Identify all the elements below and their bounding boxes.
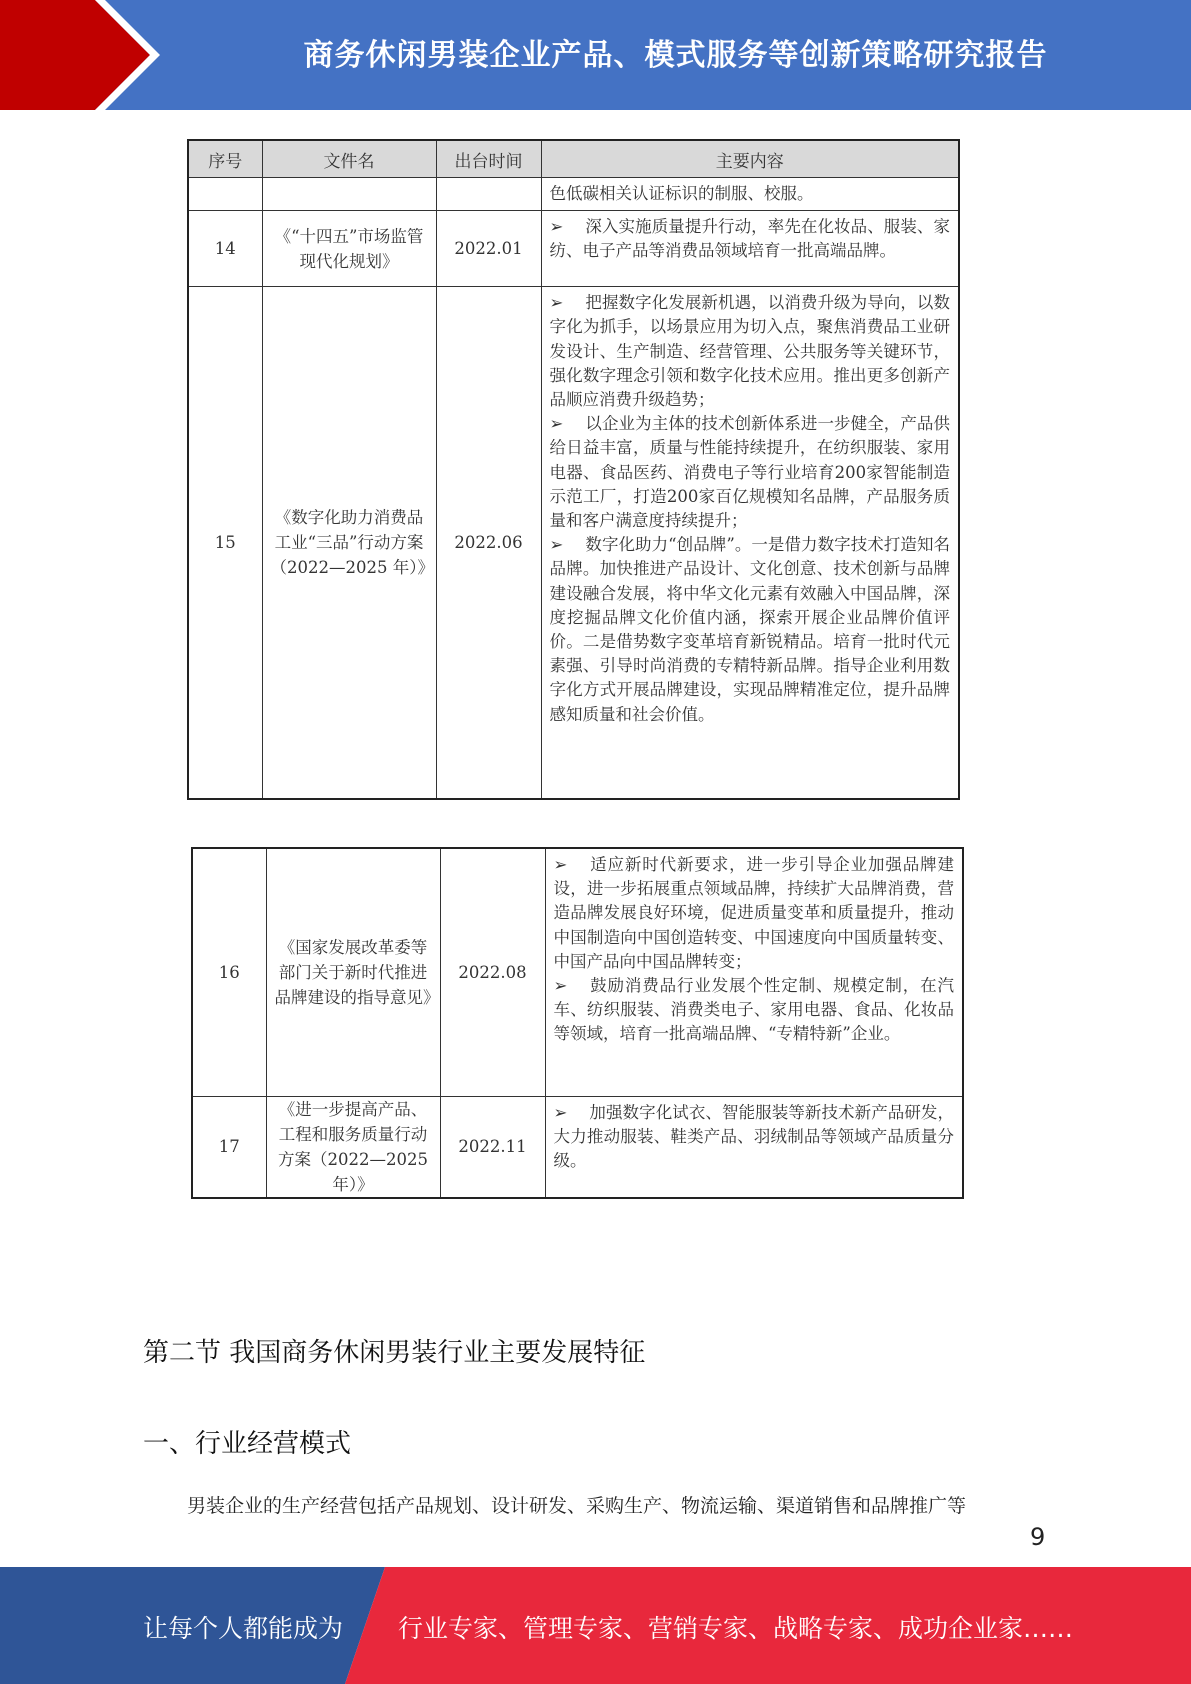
row-date: 2022.06 <box>436 287 541 799</box>
continuation-text: 色低碳相关认证标识的制服、校服。 <box>549 184 814 203</box>
table-row <box>188 211 959 287</box>
row-content-cell <box>541 178 959 211</box>
row-name: 《国家发展改革委等部门关于新时代推进品牌建设的指导意见》 <box>266 848 440 1096</box>
row-date: 2022.01 <box>436 211 541 287</box>
bullet-arrow-icon: ➢ <box>549 293 564 313</box>
table-row-continuation <box>188 178 959 211</box>
bullet-arrow-icon: ➢ <box>553 976 568 996</box>
bullet-arrow-icon: ➢ <box>549 217 564 237</box>
header-name: 文件名 <box>262 140 436 178</box>
content-item: ➢ 加强数字化试衣、智能服装等新技术新产品研发，大力推动服装、鞋类产品、羽绒制品等领域产品质量分级。 <box>553 1102 954 1170</box>
content-item: ➢ 鼓励消费品行业发展个性定制、规模定制，在汽车、纺织服装、消费类电子、家用电器、食品、化妆品等领域，培育一批高端品牌、“专精特新”企业。 <box>553 976 954 1044</box>
row-name: 《“十四五”市场监管现代化规划》 <box>262 211 436 287</box>
bullet-arrow-icon: ➢ <box>553 1102 568 1122</box>
table-header-row <box>188 140 959 178</box>
report-title: 商务休闲男装企业产品、模式服务等创新策略研究报告 <box>303 38 1048 73</box>
row-content-cell <box>545 848 963 1096</box>
bullet-arrow-icon: ➢ <box>549 535 564 555</box>
content-item: ➢ 把握数字化发展新机遇，以消费升级为导向，以数字化为抓手，以场景应用为切入点，聚焦消费品工业研发设计、生产制造、经营管理、公共服务等关键环节，强化数字理念引领和数字化技术应用。推出更多创新产品顺应消费升级趋势； <box>549 293 950 410</box>
content-item: ➢ 数字化助力“创品牌”。一是借力数字技术打造知名品牌。加快推进产品设计、文化创意、技术创新与品牌建设融合发展，将中华文化元素有效融入中国品牌，深度挖掘品牌文化价值内涵，探索开展企业品牌价值评价。二是借势数字变革培育新锐精品。培育一批时代元素强、引导时尚消费的专精特新品牌。指导企业利用数字化方式开展品牌建设，实现品牌精准定位，提升品牌感知质量和社会价值。 <box>549 535 950 724</box>
row-content-cell <box>541 287 959 799</box>
row-content-cell <box>541 211 959 287</box>
table-row <box>188 287 959 799</box>
policy-table-part-2 <box>191 847 964 1199</box>
row-no: 17 <box>192 1096 266 1198</box>
header-no: 序号 <box>188 140 262 178</box>
content-item: ➢ 适应新时代新要求，进一步引导企业加强品牌建设，进一步拓展重点领域品牌，持续扩大品牌消费，营造品牌发展良好环境，促进质量变革和质量提升，推动中国制造向中国创造转变、中国速度向中国质量转变、中国产品向中国品牌转变； <box>553 855 954 971</box>
content-item: ➢ 以企业为主体的技术创新体系进一步健全，产品供给日益丰富，质量与性能持续提升，在纺织服装、家用电器、食品医药、消费电子等行业培育200家智能制造示范工厂，打造200家百亿规模知名品牌，产品服务质量和客户满意度持续提升； <box>549 414 950 531</box>
footer-slogan-left: 让每个人都能成为 <box>143 1614 344 1643</box>
row-no: 14 <box>188 211 262 287</box>
page-number: 9 <box>1030 1523 1046 1551</box>
header-date: 出台时间 <box>436 140 541 178</box>
row-no: 16 <box>192 848 266 1096</box>
row-name: 《进一步提高产品、工程和服务质量行动方案（2022—2025 年）》 <box>266 1096 440 1198</box>
footer-slogan-right: 行业专家、管理专家、营销专家、战略专家、成功企业家…… <box>398 1614 1074 1643</box>
policy-table-part-1 <box>187 139 960 800</box>
content-item: ➢ 深入实施质量提升行动，率先在化妆品、服装、家纺、电子产品等消费品领域培育一批高端品牌。 <box>549 217 950 261</box>
table-row <box>192 1096 963 1198</box>
section-heading: 第二节 我国商务休闲男装行业主要发展特征 <box>143 1338 646 1368</box>
header-content: 主要内容 <box>541 140 959 178</box>
row-content-cell <box>545 1096 963 1198</box>
row-date: 2022.11 <box>440 1096 545 1198</box>
page-header <box>0 0 1191 110</box>
table-row <box>192 848 963 1096</box>
bullet-arrow-icon: ➢ <box>549 414 564 434</box>
bullet-arrow-icon: ➢ <box>553 855 568 874</box>
body-paragraph: 男装企业的生产经营包括产品规划、设计研发、采购生产、物流运输、渠道销售和品牌推广等 <box>187 1495 967 1517</box>
row-name: 《数字化助力消费品工业“三品”行动方案（2022—2025 年）》 <box>262 287 436 799</box>
page-footer <box>0 1567 1191 1684</box>
subsection-heading: 一、行业经营模式 <box>143 1429 352 1459</box>
row-date: 2022.08 <box>440 848 545 1096</box>
row-no: 15 <box>188 287 262 799</box>
